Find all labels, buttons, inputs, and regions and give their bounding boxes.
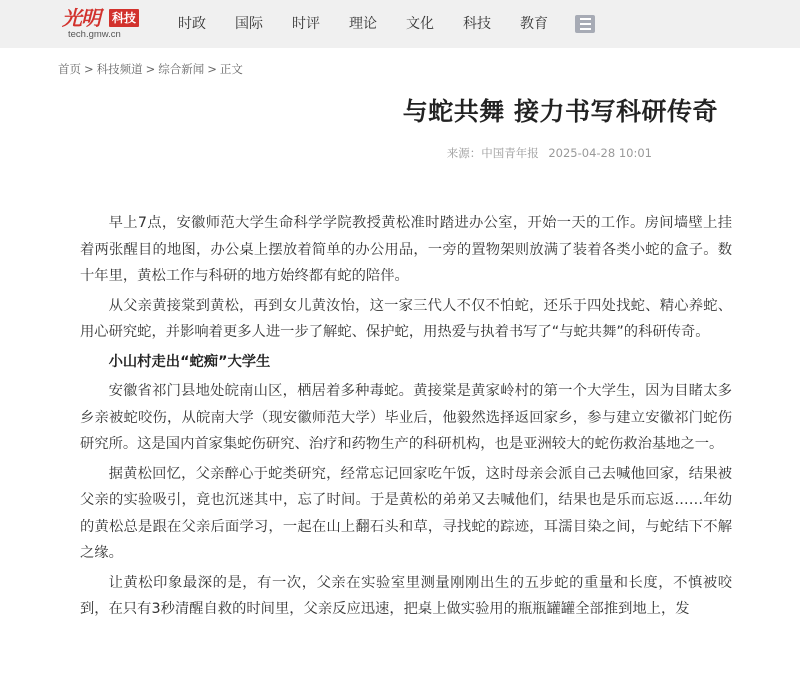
article-paragraph: 让黄松印象最深的是，有一次，父亲在实验室里测量刚刚出生的五步蛇的重量和长度，不慎被咬到，在只有3秒清醒自救的时间里，父亲反应迅速，把桌上做实验用的瓶瓶罐罐全部推到地上，发: [80, 574, 732, 617]
article-title: 与蛇共舞 接力书写科研传奇: [402, 97, 718, 126]
main-nav: [178, 0, 595, 48]
nav-item-international[interactable]: 国际: [235, 16, 263, 32]
top-navigation-bar: [0, 0, 800, 48]
logo-url: tech.gmw.cn: [68, 29, 121, 40]
menu-icon-bar: [580, 18, 591, 20]
breadcrumb-general-news[interactable]: 综合新闻: [158, 62, 205, 76]
nav-item-theory[interactable]: 理论: [349, 16, 377, 32]
menu-icon[interactable]: [575, 15, 595, 33]
article-source: 来源：中国青年报: [446, 146, 539, 160]
breadcrumb-current: 正文: [219, 62, 243, 76]
site-logo[interactable]: [62, 7, 152, 43]
article-body: [80, 210, 732, 626]
article-paragraph: 早上7点，安徽师范大学生命科学学院教授黄松准时踏进办公室，开始一天的工作。房间墙壁上挂着两张醒目的地图，办公桌上摆放着简单的办公用品，一旁的置物架则放满了装着各类小蛇的盒子。数十年里，黄松工作与科研的地方始终都有蛇的陪伴。: [80, 215, 732, 284]
nav-item-education[interactable]: 教育: [520, 16, 548, 32]
nav-item-culture[interactable]: 文化: [406, 16, 434, 32]
nav-item-politics[interactable]: 时政: [178, 16, 206, 32]
breadcrumb-separator: >: [84, 62, 94, 76]
breadcrumb-separator: >: [207, 62, 217, 76]
article-subheading: 小山村走出“蛇痴”大学生: [108, 353, 271, 370]
breadcrumb-home[interactable]: 首页: [58, 62, 81, 76]
menu-icon-bar: [580, 23, 591, 25]
logo-mark: 光明: [62, 6, 100, 30]
article-date: 2025-04-28 10:01: [548, 146, 652, 160]
menu-icon-bar: [580, 28, 591, 30]
nav-item-technology[interactable]: 科技: [463, 16, 491, 32]
article-paragraph: 据黄松回忆，父亲醉心于蛇类研究，经常忘记回家吃午饭，这时母亲会派自己去喊他回家，结果被父亲的实验吸引，竟也沉迷其中，忘了时间。于是黄松的弟弟又去喊他们，结果也是乐而忘返……年幼的黄松总是跟在父亲后面学习，一起在山上翻石头和草，寻找蛇的踪迹，耳濡目染之间，与蛇结下不解之缘。: [80, 465, 732, 561]
article-paragraph: 从父亲黄接棠到黄松，再到女儿黄汝怡，这一家三代人不仅不怕蛇，还乐于四处找蛇、精心养蛇、用心研究蛇，并影响着更多人进一步了解蛇、保护蛇，用热爱与执着书写了“与蛇共舞”的科研传奇。: [80, 297, 732, 340]
breadcrumb: [58, 61, 243, 77]
logo-badge: 科技: [109, 9, 139, 27]
breadcrumb-tech-channel[interactable]: 科技频道: [96, 62, 143, 76]
breadcrumb-separator: >: [145, 62, 156, 76]
article-meta: [0, 145, 652, 161]
article-paragraph: 安徽省祁门县地处皖南山区，栖居着多种毒蛇。黄接棠是黄家岭村的第一个大学生，因为目睹太多乡亲被蛇咬伤，从皖南大学（现安徽师范大学）毕业后，他毅然选择返回家乡，参与建立安徽祁门蛇伤研究所。这是国内首家集蛇伤研究、治疗和药物生产的科研机构，也是亚洲较大的蛇伤救治基地之一。: [80, 383, 732, 452]
nav-item-commentary[interactable]: 时评: [292, 16, 320, 32]
